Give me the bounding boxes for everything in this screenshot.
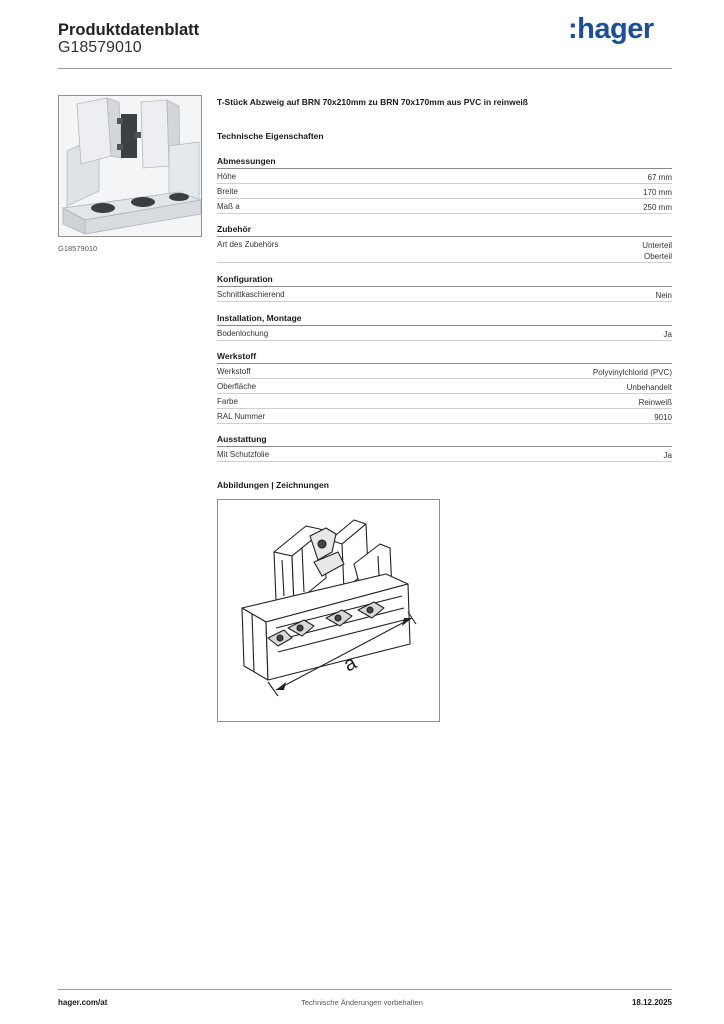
section-title-konfiguration: Konfiguration [217, 274, 672, 287]
table-row [217, 199, 672, 214]
dimension-label: a [340, 651, 361, 677]
row-value: Nein [655, 291, 672, 300]
figures-title: Abbildungen | Zeichnungen [217, 480, 329, 490]
section-title-ausstattung: Ausstattung [217, 434, 672, 447]
row-value: 170 mm [643, 188, 672, 197]
row-label: Mit Schutzfolie [217, 450, 270, 459]
table-row [217, 409, 672, 424]
section-title-zubehoer: Zubehör [217, 224, 672, 237]
table-row [217, 287, 672, 302]
row-value: Polyvinylchlorid (PVC) [592, 368, 672, 377]
tech-properties-title: Technische Eigenschaften [217, 131, 324, 141]
product-description: T-Stück Abzweig auf BRN 70x210mm zu BRN 70x170mm aus PVC in reinweiß [217, 97, 528, 107]
footer-divider [58, 989, 672, 990]
header-divider [58, 68, 672, 69]
row-label: Schnittkaschierend [217, 290, 285, 299]
row-label: RAL Nummer [217, 412, 266, 421]
table-row [217, 379, 672, 394]
row-value-line: Unterteil [642, 241, 672, 250]
table-row [217, 364, 672, 379]
table-row [217, 394, 672, 409]
row-label: Breite [217, 187, 238, 196]
row-value: Reinweiß [638, 398, 672, 407]
row-value: 67 mm [647, 173, 672, 182]
row-value: 9010 [654, 413, 672, 422]
footer-disclaimer: Technische Änderungen vorbehalten [301, 998, 423, 1007]
row-label: Farbe [217, 397, 238, 406]
table-row [217, 447, 672, 462]
section-title-abmessungen: Abmessungen [217, 156, 672, 169]
technical-drawing [217, 499, 440, 722]
section-title-installation: Installation, Montage [217, 313, 672, 326]
hager-logo: :hager [568, 13, 654, 45]
table-row [217, 237, 672, 263]
row-label: Oberfläche [217, 382, 257, 391]
row-label: Werkstoff [217, 367, 251, 376]
page-title: Produktdatenblatt [58, 21, 200, 39]
row-value: Ja [663, 330, 672, 339]
row-label: Art des Zubehörs [217, 240, 279, 249]
section-title-werkstoff: Werkstoff [217, 351, 672, 364]
row-label: Höhe [217, 172, 237, 181]
table-row [217, 184, 672, 199]
drawing-illustration [218, 500, 440, 722]
article-number: G18579010 [58, 39, 142, 56]
row-value: 250 mm [643, 203, 672, 212]
row-value [642, 240, 672, 262]
footer-website-link[interactable]: hager.com/at [58, 998, 108, 1007]
product-photo-illustration [59, 96, 202, 237]
row-value: Unbehandelt [626, 383, 672, 392]
photo-caption: G18579010 [58, 244, 98, 253]
footer-date: 18.12.2025 [631, 998, 672, 1007]
row-label: Bodenlochung [217, 329, 269, 338]
row-value: Ja [663, 451, 672, 460]
table-row [217, 169, 672, 184]
table-row [217, 326, 672, 341]
row-value-line: Oberteil [643, 252, 672, 261]
product-photo [58, 95, 202, 237]
row-label: Maß a [217, 202, 240, 211]
